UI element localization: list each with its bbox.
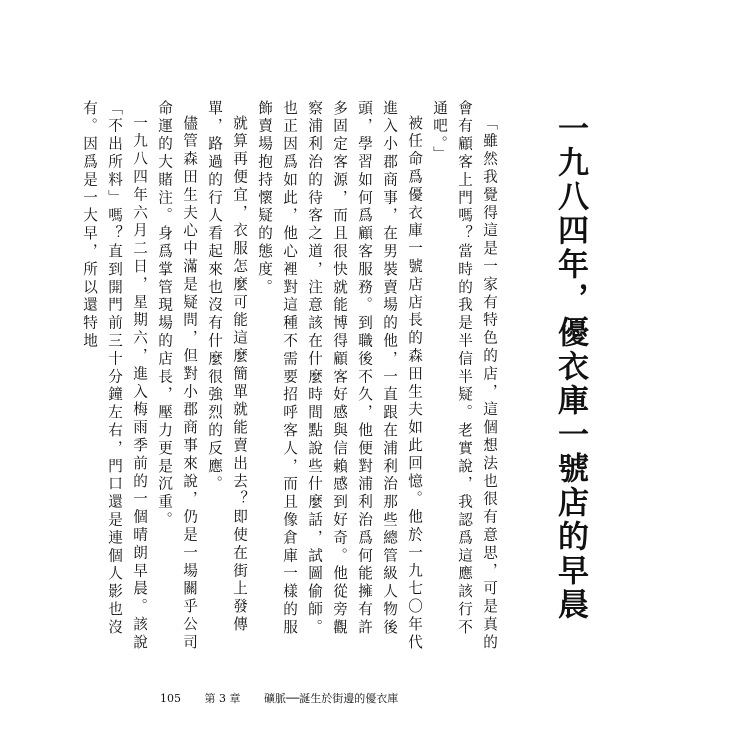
paragraph: 一九八四年六月二日，星期六，進入梅雨季前的一個晴朗早晨。該說「不出所料」嗎？直到開門前三十分鐘左右，門口還是連個人影也沒有。因爲是一大早，所以還特地 (81, 100, 148, 652)
body-text (77, 100, 502, 652)
paragraph: 就算再便宜，衣服怎麼可能這麼簡單就能賣出去？即使在街上發傳單，路過的行人看起來也沒有什麼很強烈的反應。 (206, 100, 248, 634)
paragraph: 儘管森田生夫心中滿是疑問，但對小郡商事來說，仍是一場關乎公司命運的大賭注。身爲掌管現場的店長，壓力更是沉重。 (156, 100, 198, 652)
chapter-name: 礦脈──誕生於街邊的優衣庫 (264, 692, 399, 705)
page-footer (160, 691, 580, 707)
paragraph: 被任命爲優衣庫一號店店長的森田生夫如此回憶。他於一九七〇年代進入小郡商事，在男裝賣場的他，一直跟在浦利治那些總管級人物後頭，學習如何爲顧客服務。到職後不久，他便對浦利治爲何能擁有許多固定客源，而且很快就能博得顧客好感與信賴感到好奇。他從旁觀察浦利治的待客之道，注意該在什麼時間點說些什麼話，試圖偷師。也正因爲如此，他心裡對這種不需要招呼客人，而且像倉庫一樣的服飾賣場抱持懷疑的態度。 (256, 100, 423, 652)
paragraph: 「雖然我覺得這是一家有特色的店，這個想法也很有意思，可是真的會有顧客上門嗎？當時的我是半信半疑。老實說，我認爲這應該行不通吧。」 (431, 100, 498, 652)
section-title: 一九八四年，優衣庫一號店的早晨 (552, 112, 588, 622)
page-number: 105 (160, 692, 181, 705)
chapter-label: 第 3 章 (204, 692, 241, 705)
